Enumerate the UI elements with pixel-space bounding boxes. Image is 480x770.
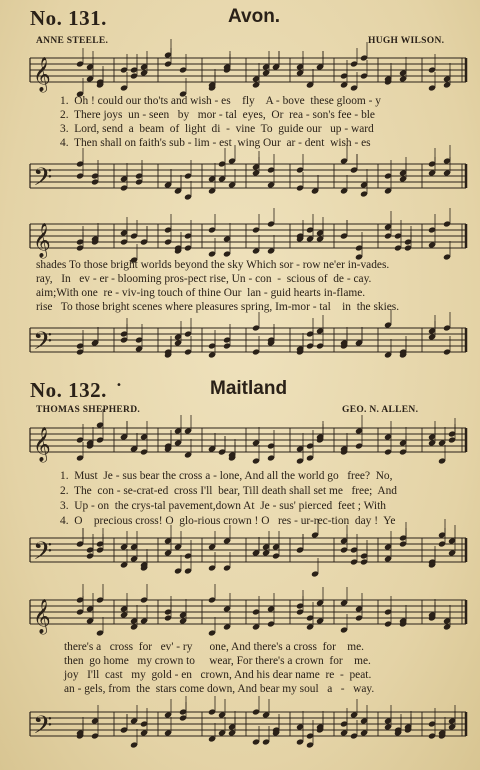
bass-clef: 𝄢 (33, 327, 53, 362)
hymn-132-system-1-bass (0, 530, 480, 580)
stanza-1-line-a: 1. Oh ! could our tho'ts and wish - es fly A - bove these gloom - y (60, 95, 381, 107)
bass-clef: 𝄢 (33, 711, 53, 746)
treble-clef: 𝄞 (33, 223, 51, 258)
bass-clef: 𝄢 (33, 163, 53, 198)
hymn-132-composer: GEO. N. ALLEN. (342, 405, 419, 415)
stanza-1-line-b: there's a cross for ev' - ry one, And there's a cross for me. (64, 641, 365, 653)
treble-clef: 𝄞 (33, 599, 51, 634)
hymn-131-system-1-treble (0, 50, 480, 100)
treble-clef: 𝄞 (33, 427, 51, 462)
hymn-131-system-2-bass (0, 320, 480, 370)
stanza-4-line-a: 4. O precious cross! O glo-rious crown ! O res - ur-rec-tion day ! Ye (60, 515, 396, 527)
hymn-131-composer: HUGH WILSON. (368, 36, 445, 46)
stanza-2-line-a: 2. The con - se-crat-ed cross I'll bear, Till death shall set me free; And (60, 485, 398, 497)
stanza-4-line-b: an - gels, from the stars come down, And bear my soul a - way. (64, 683, 375, 695)
stanza-2-line-a: 2. There joys un - seen by mor - tal eyes, Or rea - son's fee - ble (60, 109, 375, 121)
treble-clef: 𝄞 (33, 57, 51, 92)
stanza-2-line-b: then go home my crown to wear, For there's a crown for me. (64, 655, 371, 667)
hymn-132-system-2-treble (0, 592, 480, 642)
stanza-3-line-b: aim;With one re - viv-ing touch of thine Our lan - guid hearts in-flame. (36, 287, 366, 299)
stanza-4-line-a: 4. Then shall on faith's sub - lim - est wing Our ar - dent wish - es (60, 137, 371, 149)
hymn-132-system-2-bass (0, 704, 480, 760)
stanza-3-line-a: 3. Lord, send a beam of light di - vine To guide our up - ward (60, 123, 374, 135)
hymn-132-number: No. 132. (30, 378, 107, 402)
stanza-4-line-b: rise To those bright scenes where pleasures spring, Im-mor - tal in the skies. (36, 301, 400, 313)
hymn-131-number: No. 131. (30, 6, 107, 30)
ornament-mark: • (116, 380, 122, 391)
hymn-131-lyricist: ANNE STEELE. (36, 36, 109, 46)
bass-clef: 𝄢 (33, 537, 53, 572)
hymn-132-system-1-treble (0, 420, 480, 470)
stanza-3-line-b: joy I'll cast my gold - en crown, And his dear name re - peat. (64, 669, 372, 681)
hymn-132-title: Maitland (210, 378, 288, 399)
hymn-132-lyricist: THOMAS SHEPHERD. (36, 405, 141, 415)
stanza-1-line-b: shades To those bright worlds beyond the sky Which sor - row ne'er in-vades. (36, 259, 390, 271)
stanza-2-line-b: ray, In ev - er - blooming pros-pect rise, Un - con - scious of de - cay. (36, 273, 372, 285)
stanza-1-line-a: 1. Must Je - sus bear the cross a - lone, And all the world go free? No, (60, 470, 393, 482)
stanza-3-line-a: 3. Up - on the crys-tal pavement,down At Je - sus' pierced feet ; With (60, 500, 386, 512)
hymn-131-title: Avon. (228, 6, 281, 27)
hymn-131-system-1-bass (0, 156, 480, 206)
